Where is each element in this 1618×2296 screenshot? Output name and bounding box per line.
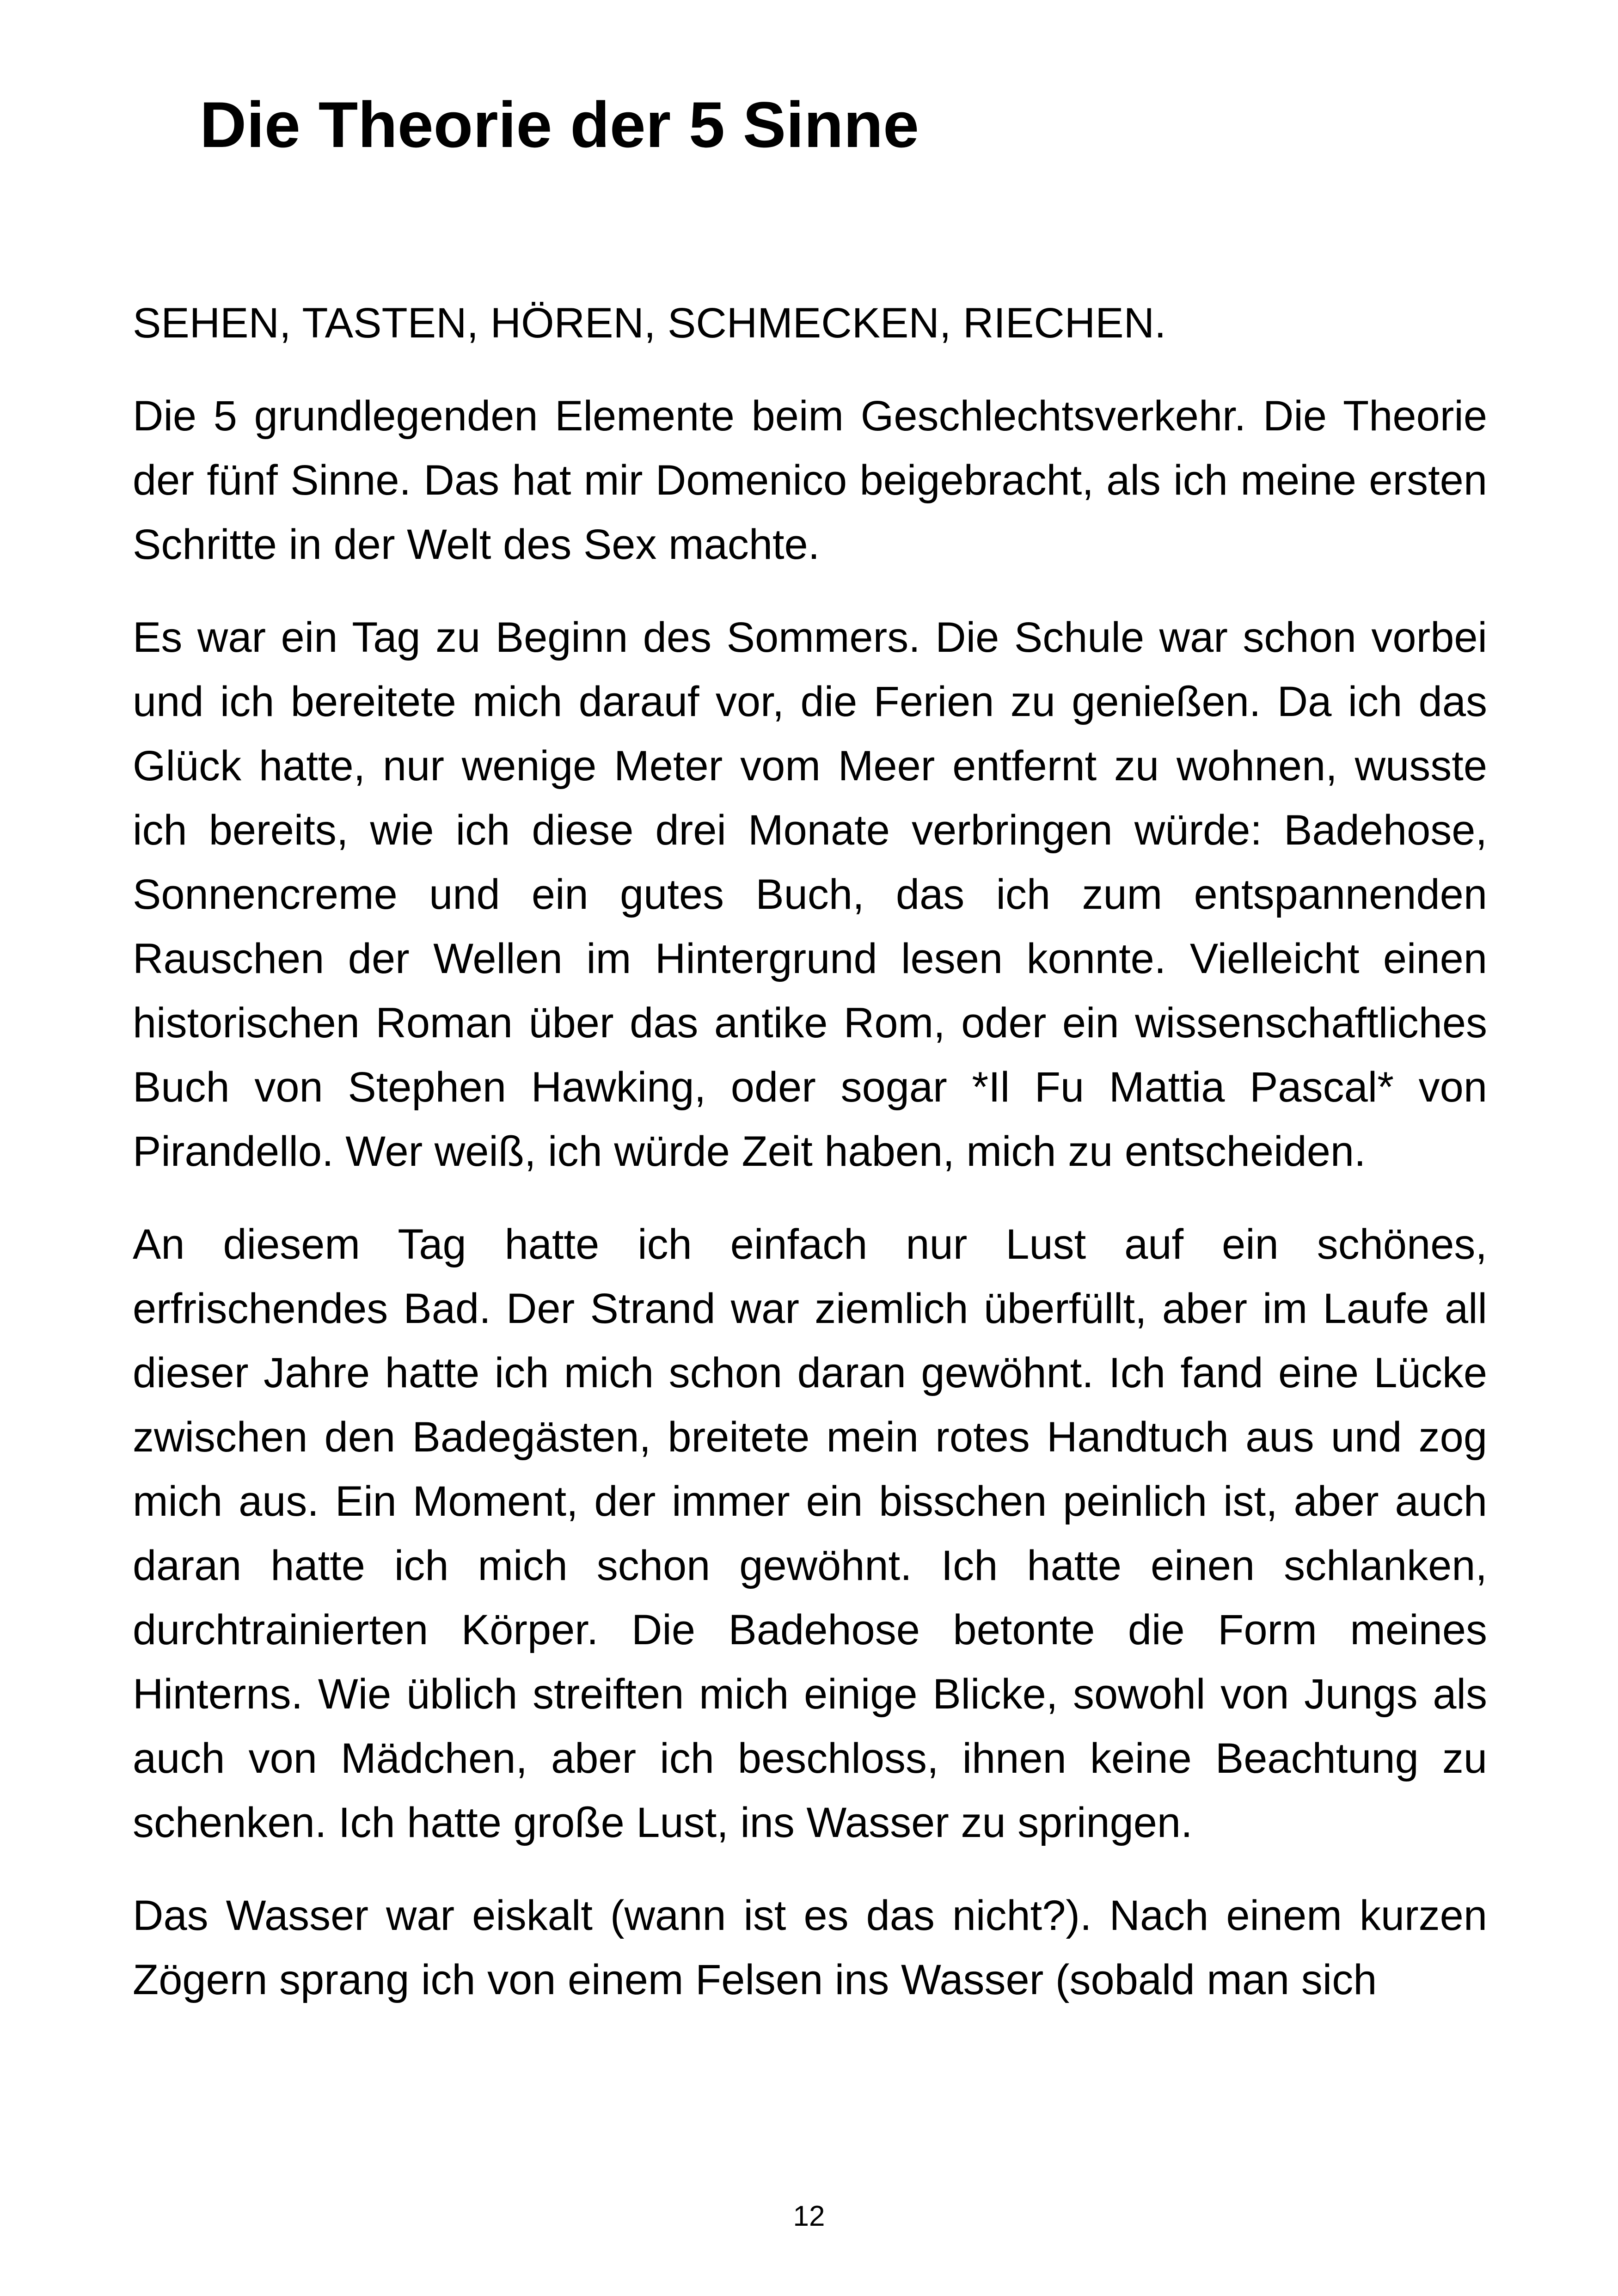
paragraph: Es war ein Tag zu Beginn des Sommers. Die Schule war schon vorbei und ich bereitete mich darauf vor, die Ferien zu genießen. Da ich das Glück hatte, nur wenige Meter vom Meer entfernt zu wohnen, wusste ich bereits, wie ich diese drei Monate verbringen würde: Badehose, Sonnencreme und ein gutes Buch, das ich zum entspannenden Rauschen der Wellen im Hintergrund lesen konnte. Vielleicht einen historischen Roman über das antike Rom, oder ein wissenschaftliches Buch von Stephen Hawking, oder sogar *Il Fu Mattia Pascal* von Pirandello. Wer weiß, ich würde Zeit haben, mich zu entscheiden. — [133, 614, 1487, 1175]
paragraph: An diesem Tag hatte ich einfach nur Lust auf ein schönes, erfrischendes Bad. Der Strand war ziemlich überfüllt, aber im Laufe all dieser Jahre hatte ich mich schon daran gewöhnt. Ich fand eine Lücke zwischen den Badegästen, breitete mein rotes Handtuch aus und zog mich aus. Ein Moment, der immer ein bisschen peinlich ist, aber auch daran hatte ich mich schon gewöhnt. Ich hatte einen schlanken, durchtrainierten Körper. Die Badehose betonte die Form meines Hinterns. Wie üblich streiften mich einige Blicke, sowohl von Jungs als auch von Mädchen, aber ich beschloss, ihnen keine Beachtung zu schenken. Ich hatte große Lust, ins Wasser zu springen. — [133, 1221, 1487, 1846]
page-number: 12 — [793, 2200, 825, 2232]
paragraph-senses: SEHEN, TASTEN, HÖREN, SCHMECKEN, RIECHEN. — [133, 300, 1166, 347]
page-title: Die Theorie der 5 Sinne — [200, 88, 919, 161]
paragraph: Die 5 grundlegenden Elemente beim Geschlechtsverkehr. Die Theorie der fünf Sinne. Das hat mir Domenico beigebracht, als ich meine ersten Schritte in der Welt des Sex machte. — [133, 392, 1487, 568]
paragraph: Das Wasser war eiskalt (wann ist es das nicht?). Nach einem kurzen Zögern sprang ich von einem Felsen ins Wasser (sobald man sich — [133, 1892, 1487, 2003]
body-text — [133, 291, 1487, 2041]
